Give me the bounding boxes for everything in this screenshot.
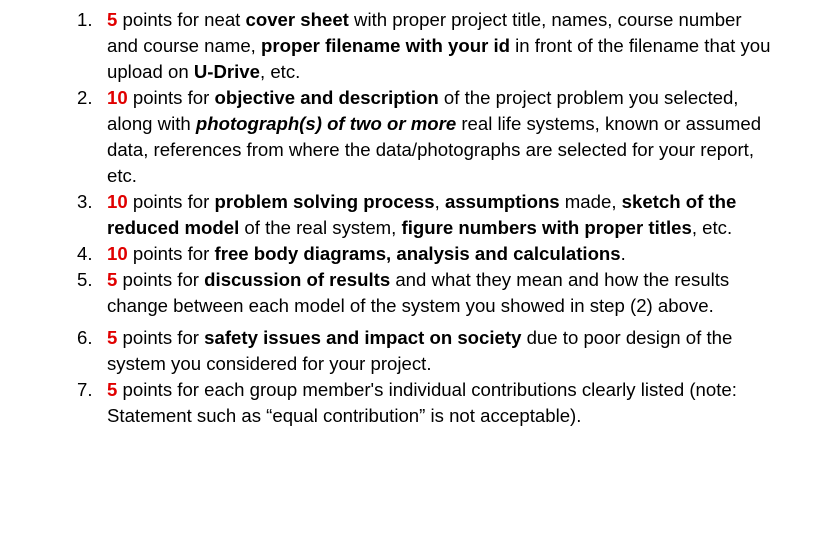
rubric-item-number: 6.: [77, 327, 93, 348]
rubric-text: .: [620, 243, 626, 264]
rubric-text: made,: [559, 191, 622, 212]
rubric-emphasis-text: cover sheet: [245, 9, 349, 30]
rubric-text: points for: [117, 269, 205, 290]
rubric-text: points for: [127, 87, 215, 108]
rubric-item: [0, 241, 816, 267]
rubric-item: [0, 85, 816, 189]
rubric-text: of the project problem you selected, along with: [107, 87, 739, 134]
rubric-emphasis-text: safety issues and impact on society: [204, 327, 522, 348]
rubric-item-number: 1.: [77, 9, 93, 30]
rubric-emphasis-text: figure numbers with proper titles: [401, 217, 692, 238]
rubric-item-points: 10: [107, 191, 128, 212]
rubric-item-number: 5.: [77, 269, 93, 290]
rubric-text: due to poor design of the system you considered for your project.: [107, 327, 733, 374]
rubric-item-number: 3.: [77, 191, 93, 212]
rubric-text: points for: [117, 327, 205, 348]
rubric-text: in front of the filename that you upload on: [107, 35, 771, 82]
rubric-emphasis-text: U-Drive: [193, 61, 260, 82]
rubric-item-number: 4.: [77, 243, 93, 264]
rubric-item-points: 5: [107, 327, 118, 348]
rubric-item-points: 5: [107, 269, 118, 290]
rubric-emphasis-text: free body diagrams, analysis and calculations: [214, 243, 621, 264]
rubric-text: points for: [127, 243, 215, 264]
rubric-text: points for: [127, 191, 215, 212]
rubric-item-points: 5: [107, 379, 118, 400]
grading-rubric-list: [0, 7, 816, 429]
rubric-emphasis-text: assumptions: [444, 191, 560, 212]
rubric-text: ,: [434, 191, 445, 212]
rubric-text: , etc.: [691, 217, 733, 238]
rubric-item: [0, 325, 816, 377]
rubric-text: of the real system,: [239, 217, 402, 238]
rubric-emphasis-text: photograph(s) of two or more: [195, 113, 457, 134]
rubric-item-number: 7.: [77, 379, 93, 400]
rubric-item-points: 5: [107, 9, 118, 30]
rubric-emphasis-text: objective and description: [214, 87, 439, 108]
rubric-text: real life systems, known or assumed data, references from where the data/photographs are selected for your report, etc.: [107, 113, 762, 186]
rubric-item: [0, 377, 816, 429]
rubric-item-number: 2.: [77, 87, 93, 108]
rubric-item: [0, 267, 816, 319]
rubric-text: points for each group member's individual contributions clearly listed (note: Statement such as “equal contribution” is not acceptable).: [107, 379, 737, 426]
rubric-emphasis-text: sketch of the reduced model: [107, 191, 737, 238]
rubric-text: points for neat: [117, 9, 246, 30]
rubric-emphasis-text: discussion of results: [204, 269, 391, 290]
rubric-text: and what they mean and how the results change between each model of the system you showed in step (2) above.: [107, 269, 730, 316]
rubric-emphasis-text: proper filename with your id: [261, 35, 510, 56]
document-page: [0, 7, 816, 429]
rubric-emphasis-text: problem solving process: [214, 191, 435, 212]
rubric-text: with proper project title, names, course number and course name,: [107, 9, 742, 56]
rubric-text: , etc.: [260, 61, 301, 82]
rubric-item: [0, 189, 816, 241]
rubric-item: [0, 7, 816, 85]
rubric-item-points: 10: [107, 243, 128, 264]
rubric-item-points: 10: [107, 87, 128, 108]
